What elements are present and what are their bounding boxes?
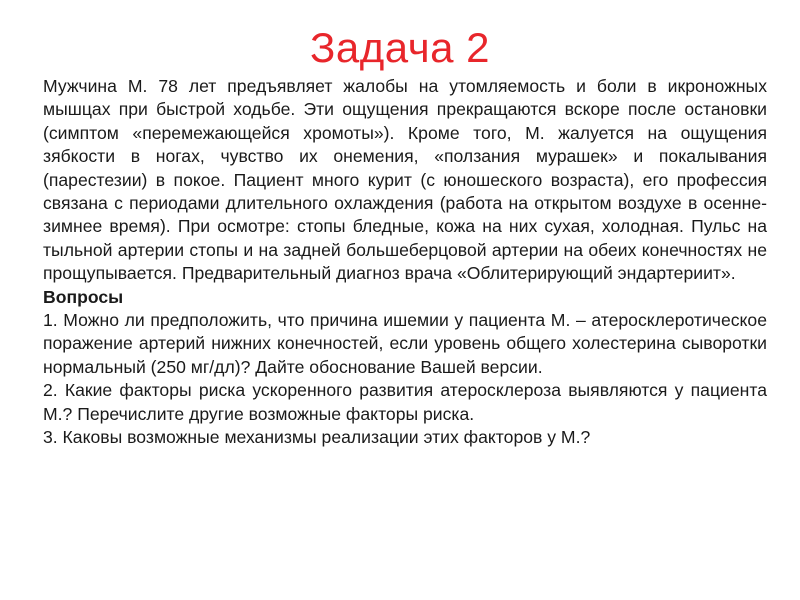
question-item-3: 3. Каковы возможные механизмы реализации этих факторов у М.? (43, 427, 591, 448)
slide-title: Задача 2 (310, 24, 490, 71)
case-description: Мужчина М. 78 лет предъявляет жалобы на утомляемость и боли в икроножных мышцах при быстрой ходьбе. Эти ощущения прекращаются вскоре после остановки (симптом «перемежающейся хромоты»). Кроме того, М. жалуется на ощущения зябкости в ногах, чувство их онемения, «ползания мурашек» и покалывания (парестезии) в покое. Пациент много курит (с юношеского возраста), его профессия связана с периодами длительного охлаждения (работа на открытом воздухе в осенне-зимнее время). При осмотре: стопы бледные, кожа на них сухая, холодная. Пульс на тыльной артерии стопы и на задней большеберцовой артерии на обеих конечностях не прощупывается. Предварительный диагноз врача «Облитерирующий эндартериит». (43, 76, 767, 284)
question-item-1: 1. Можно ли предположить, что причина ишемии у пациента М. – атеросклеротическое поражение артерий нижних конечностей, если уровень общего холестерина сыворотки нормальный (250 мг/дл)? Дайте обоснование Вашей версии. (43, 310, 767, 377)
question-item-2: 2. Какие факторы риска ускоренного развития атеросклероза выявляются у пациента М.? Перечислите другие возможные факторы риска. (43, 380, 767, 424)
questions-heading: Вопросы (43, 286, 124, 307)
slide-content (43, 75, 767, 450)
